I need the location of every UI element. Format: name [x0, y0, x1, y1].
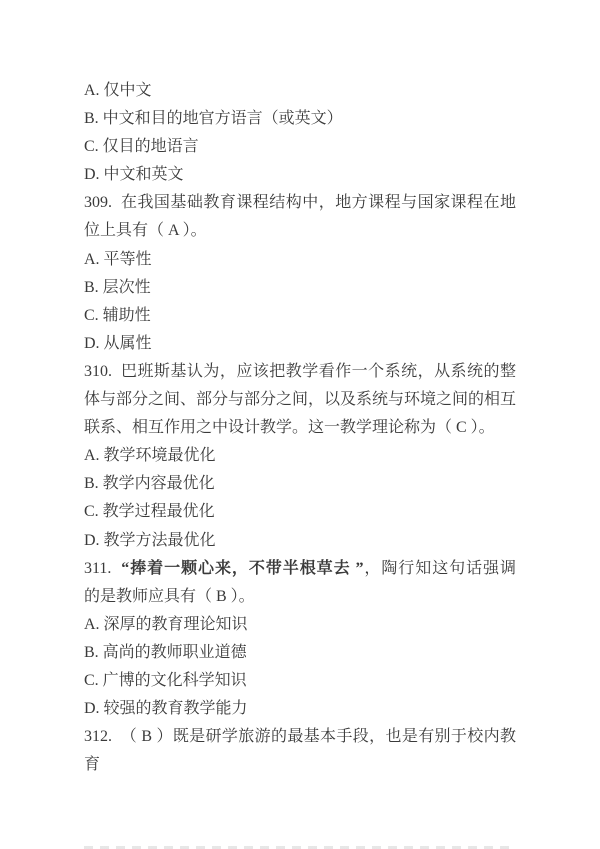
text-segment: C. 广博的文化科学知识 [84, 671, 247, 689]
text-segment: B. 层次性 [84, 278, 151, 296]
text-line [84, 498, 516, 526]
text-line [84, 442, 516, 470]
text-segment: C. 辅助性 [84, 306, 151, 324]
text-segment: C. 仅目的地语言 [84, 138, 199, 156]
text-segment: D. 从属性 [84, 334, 152, 352]
text-segment: B. 高尚的教师职业道德 [84, 643, 247, 661]
text-line [84, 246, 516, 274]
text-line [84, 105, 516, 133]
text-segment: D. 较强的教育教学能力 [84, 700, 248, 718]
text-line [84, 470, 516, 498]
text-line [84, 274, 516, 302]
text-line [84, 386, 516, 414]
text-segment: 311. [84, 559, 122, 577]
text-segment: B. 中文和目的地官方语言（或英文） [84, 110, 343, 128]
text-segment: A. 仅中文 [84, 82, 152, 99]
text-line [84, 611, 516, 639]
text-segment: 310. 巴班斯基认为，应该把教学看作一个系统，从系统的整 [84, 362, 516, 380]
text-line [84, 583, 516, 611]
text-line [84, 77, 516, 105]
text-line [84, 723, 516, 779]
text-segment: D. 中文和英文 [84, 166, 184, 184]
text-segment: 位上具有（ A ）。 [84, 222, 207, 240]
text-segment: 309. 在我国基础教育课程结构中，地方课程与国家课程在地 [84, 194, 516, 212]
text-line [84, 330, 516, 358]
text-line [84, 302, 516, 330]
text-segment: C. 教学过程最优化 [84, 503, 215, 521]
text-line [84, 555, 516, 583]
text-line [84, 695, 516, 723]
text-segment: 的是教师应具有（ B ）。 [84, 587, 255, 605]
text-segment: 体与部分之间、部分与部分之间，以及系统与环境之间的相互 [84, 391, 517, 409]
text-segment: D. 教学方法最优化 [84, 531, 216, 549]
text-line [84, 133, 516, 161]
text-segment: 联系、相互作用之中设计教学。这一教学理论称为（ C ）。 [84, 419, 495, 437]
text-line [84, 358, 516, 386]
text-segment: 312. （ B ）既是研学旅游的最基本手段，也是有别于校内教育 [84, 728, 516, 774]
text-line [84, 189, 516, 217]
quote-bold-text: “捧着一颗心来，不带半根草去 ” [121, 559, 364, 577]
text-segment: A. 教学环境最优化 [84, 447, 216, 465]
text-segment: ，陶行知这句话强调 [363, 559, 516, 577]
text-segment: A. 平等性 [84, 250, 152, 268]
text-line [84, 667, 516, 695]
text-line [84, 527, 516, 555]
text-line [84, 639, 516, 667]
text-segment: B. 教学内容最优化 [84, 475, 215, 493]
text-line [84, 217, 516, 245]
text-line [84, 161, 516, 189]
text-line [84, 414, 516, 442]
text-segment: A. 深厚的教育理论知识 [84, 615, 248, 633]
